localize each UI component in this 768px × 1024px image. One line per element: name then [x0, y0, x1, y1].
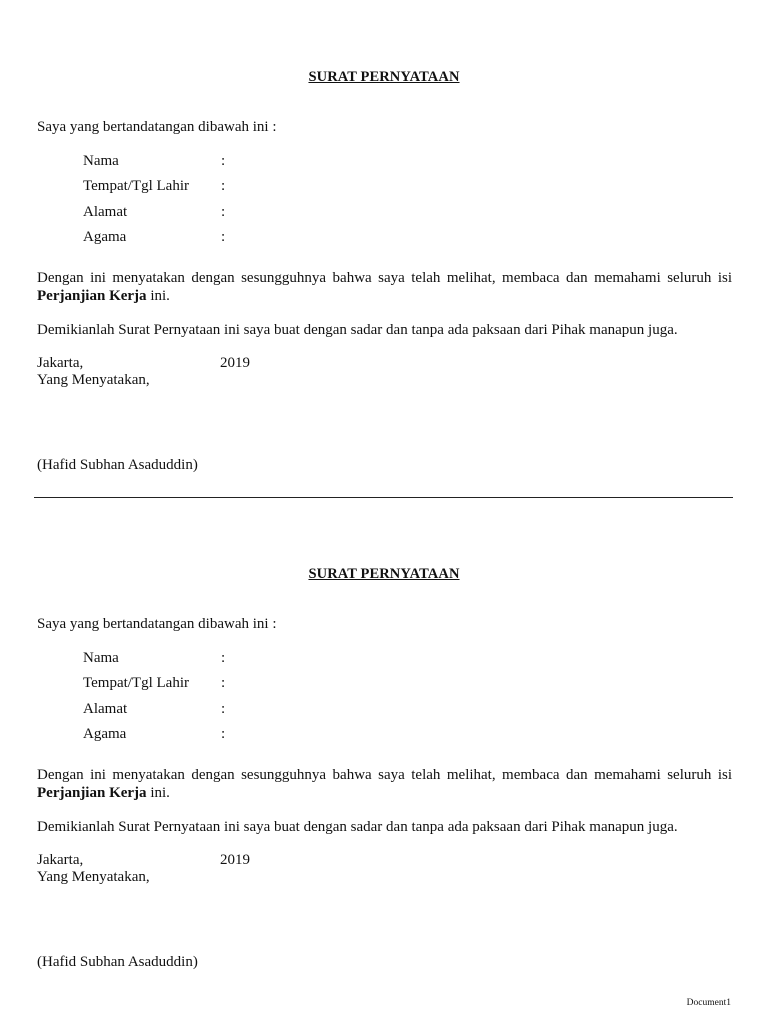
- field-label-tempat-tgl-lahir: Tempat/Tgl Lahir: [83, 178, 189, 195]
- signing-year: 2019: [220, 852, 250, 868]
- field-label-alamat: Alamat: [83, 203, 128, 220]
- statement-paragraph: [37, 766, 732, 802]
- field-label-tempat-tgl-lahir: Tempat/Tgl Lahir: [83, 675, 189, 692]
- signing-place: Jakarta,: [37, 852, 84, 868]
- agreement-name: Perjanjian Kerja: [37, 785, 147, 801]
- field-label-nama: Nama: [83, 153, 119, 169]
- field-label-agama: Agama: [83, 725, 127, 742]
- form-title: SURAT PERNYATAAN: [308, 69, 460, 85]
- closing-paragraph: Demikianlah Surat Pernyataan ini saya buat dengan sadar dan tanpa ada paksaan dari Pihak manapun juga.: [37, 819, 678, 835]
- agreement-name: Perjanjian Kerja: [37, 288, 147, 304]
- field-colon: :: [221, 178, 226, 195]
- field-colon: :: [221, 675, 226, 692]
- closing-paragraph: Demikianlah Surat Pernyataan ini saya buat dengan sadar dan tanpa ada paksaan dari Pihak manapun juga.: [37, 322, 678, 338]
- field-colon: :: [221, 700, 226, 717]
- field-label-nama: Nama: [83, 650, 119, 666]
- field-label-alamat: Alamat: [83, 700, 128, 717]
- field-colon: :: [221, 725, 226, 742]
- signing-place: Jakarta,: [37, 355, 84, 371]
- intro-text: Saya yang bertandatangan dibawah ini :: [37, 616, 277, 632]
- field-colon: :: [221, 203, 226, 220]
- field-colon: :: [221, 650, 226, 666]
- statement-form-2: [0, 497, 768, 970]
- signing-year: 2019: [220, 355, 250, 371]
- statement-text: Dengan ini menyatakan dengan sesungguhnya bahwa saya telah melihat, membaca dan memahami seluruh isi: [37, 270, 732, 286]
- signer-name: (Hafid Subhan Asaduddin): [37, 457, 198, 473]
- field-colon: :: [221, 228, 226, 245]
- form-title: SURAT PERNYATAAN: [308, 566, 460, 582]
- field-label-agama: Agama: [83, 228, 127, 245]
- field-colon: :: [221, 153, 226, 169]
- statement-suffix: ini.: [146, 785, 170, 801]
- statement-text: Dengan ini menyatakan dengan sesungguhnya bahwa saya telah melihat, membaca dan memahami seluruh isi: [37, 767, 732, 783]
- document-footer-label: Document1: [686, 998, 731, 1008]
- intro-text: Saya yang bertandatangan dibawah ini :: [37, 119, 277, 135]
- statement-suffix: ini.: [146, 288, 170, 304]
- signatory-label: Yang Menyatakan,: [37, 372, 150, 388]
- statement-paragraph: [37, 269, 732, 305]
- signatory-label: Yang Menyatakan,: [37, 869, 150, 885]
- statement-form-1: [0, 0, 768, 473]
- signer-name: (Hafid Subhan Asaduddin): [37, 954, 198, 970]
